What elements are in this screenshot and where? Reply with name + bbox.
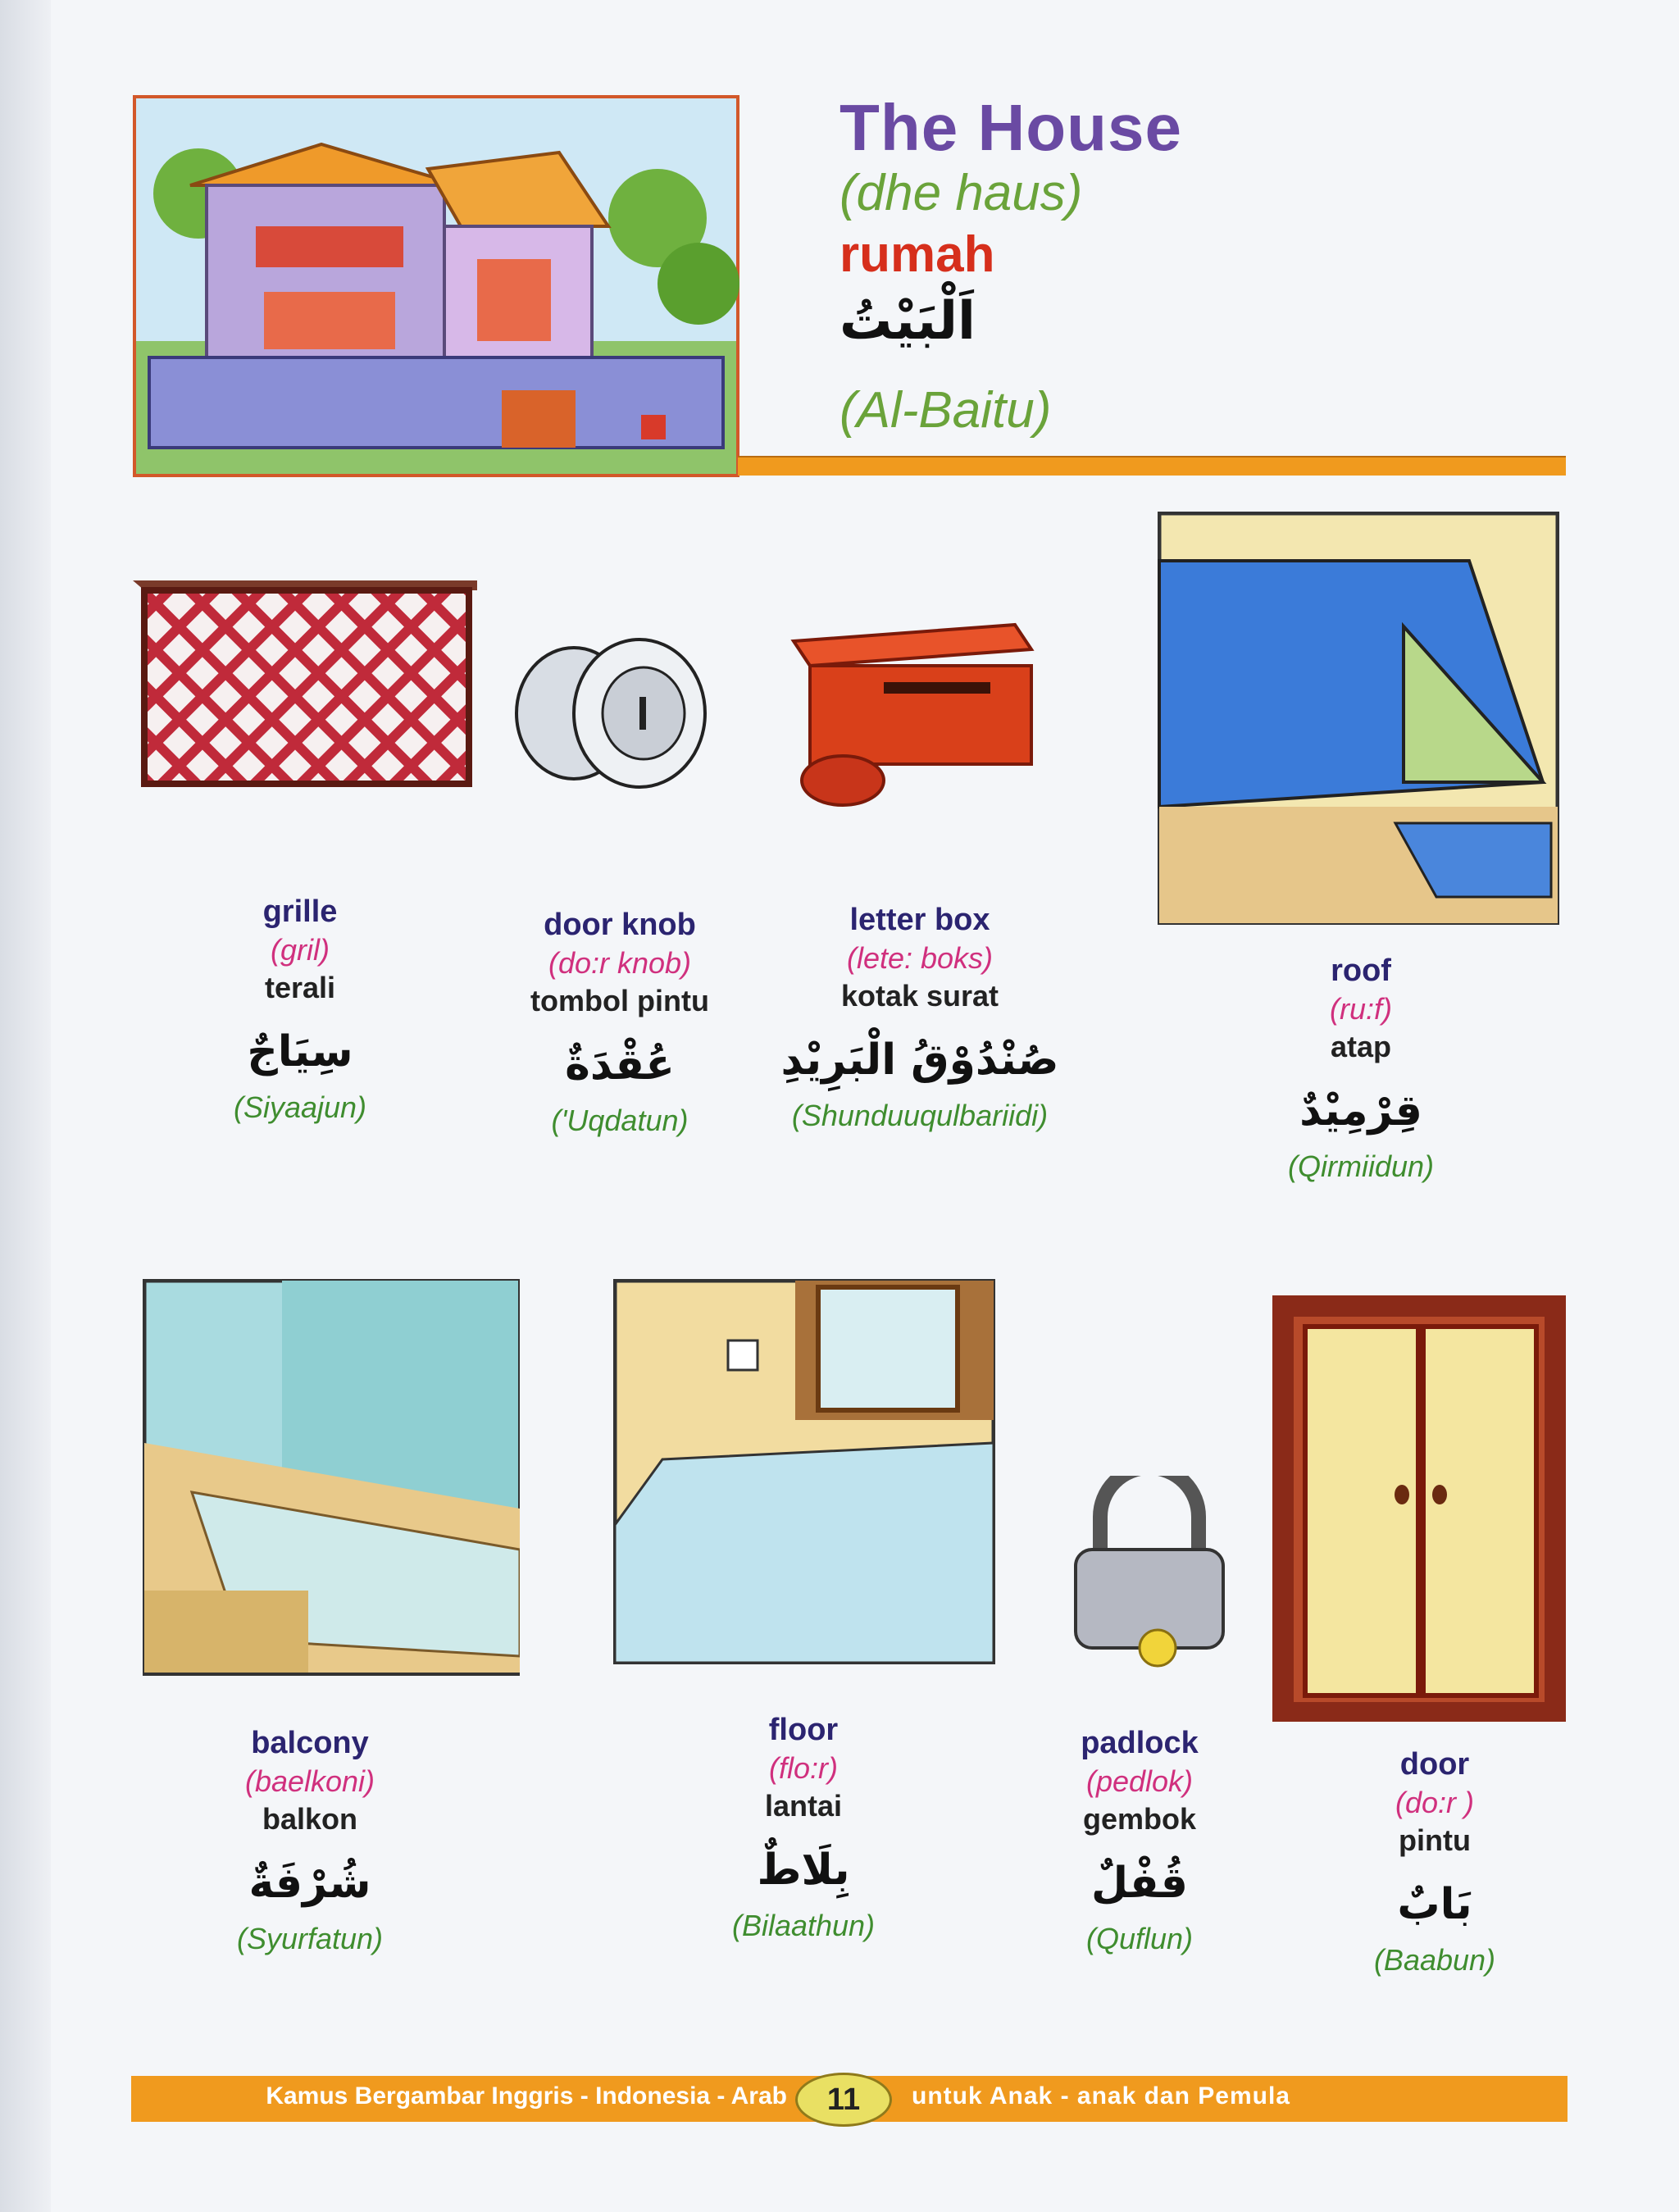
word-arabic: بَابٌ [1397, 1880, 1472, 1929]
word-arabic: شُرْفَةٌ [248, 1859, 371, 1908]
word-pronunciation: (baelkoni) [244, 1764, 375, 1798]
door-knob-illustration [508, 631, 713, 795]
word-arabic: سِيَاجٌ [247, 1027, 353, 1076]
word-roof [1189, 951, 1533, 1186]
word-english: door knob [544, 908, 696, 942]
word-indonesian: pintu [1399, 1823, 1471, 1857]
word-pronunciation: (gril) [271, 933, 330, 967]
word-transliteration: (Quflun) [1085, 1922, 1194, 1955]
word-transliteration: ('Uqdatun) [551, 1104, 689, 1137]
word-english: letter box [849, 903, 990, 937]
word-floor [631, 1710, 976, 1945]
padlock-illustration [1067, 1476, 1231, 1689]
footer-right-text: untuk Anak - anak dan Pemula [912, 2082, 1290, 2110]
word-grille [128, 892, 472, 1126]
word-english: roof [1331, 954, 1391, 988]
word-indonesian: atap [1330, 1030, 1392, 1063]
page-title: The House [840, 91, 1182, 164]
word-arabic: صُنْدُوْقُ الْبَرِيْدِ [780, 1035, 1059, 1085]
word-pronunciation: (do:r knob) [548, 946, 692, 980]
house-illustration [133, 95, 739, 477]
word-transliteration: (Syurfatun) [236, 1922, 384, 1955]
title-transliteration: (Al-Baitu) [840, 382, 1052, 439]
word-door-knob [448, 905, 792, 1140]
title-pronunciation: (dhe haus) [840, 165, 1083, 221]
grille-illustration [133, 580, 477, 790]
word-indonesian: terali [264, 971, 336, 1004]
page-number: 11 [795, 2073, 892, 2127]
word-indonesian: lantai [764, 1789, 843, 1823]
word-balcony [138, 1723, 482, 1958]
word-pronunciation: (flo:r) [769, 1751, 838, 1785]
roof-illustration [1158, 512, 1559, 925]
balcony-illustration [143, 1279, 520, 1676]
word-transliteration: (Shunduuqulbariidi) [791, 1099, 1049, 1132]
word-english: balcony [251, 1726, 369, 1760]
word-indonesian: balkon [262, 1802, 357, 1836]
word-english: floor [768, 1713, 839, 1747]
word-indonesian: gembok [1082, 1802, 1197, 1836]
word-indonesian: tombol pintu [530, 984, 709, 1017]
word-pronunciation: (pedlok) [1085, 1764, 1194, 1798]
word-arabic: قُفْلٌ [1091, 1859, 1188, 1908]
word-pronunciation: (lete: boks) [846, 941, 994, 975]
word-door [1263, 1745, 1607, 1979]
word-arabic: عُقْدَةٌ [565, 1040, 675, 1090]
word-english: grille [262, 894, 338, 929]
letter-box-illustration [785, 617, 1040, 813]
door-illustration [1271, 1294, 1568, 1723]
title-indonesian: rumah [840, 226, 995, 283]
floor-illustration [613, 1279, 995, 1664]
word-english: padlock [1081, 1726, 1199, 1760]
word-pronunciation: (do:r ) [1395, 1786, 1474, 1819]
word-arabic: بِلَاطٌ [757, 1846, 850, 1895]
header-band [738, 456, 1566, 476]
page-edge [0, 0, 51, 2212]
word-transliteration: (Bilaathun) [731, 1909, 876, 1942]
word-indonesian: kotak surat [840, 979, 999, 1013]
word-english: door [1399, 1747, 1470, 1782]
word-transliteration: (Baabun) [1373, 1943, 1496, 1977]
footer-left-text: Kamus Bergambar Inggris - Indonesia - Arab [266, 2082, 787, 2110]
word-arabic: قِرْمِيْدٌ [1299, 1086, 1422, 1136]
word-letter-box [748, 900, 1092, 1135]
word-transliteration: (Siyaajun) [233, 1090, 367, 1124]
title-arabic: اَلْبَيْتُ [840, 291, 976, 352]
word-transliteration: (Qirmiidun) [1287, 1149, 1434, 1183]
word-pronunciation: (ru:f) [1330, 992, 1392, 1026]
word-padlock [967, 1723, 1312, 1958]
